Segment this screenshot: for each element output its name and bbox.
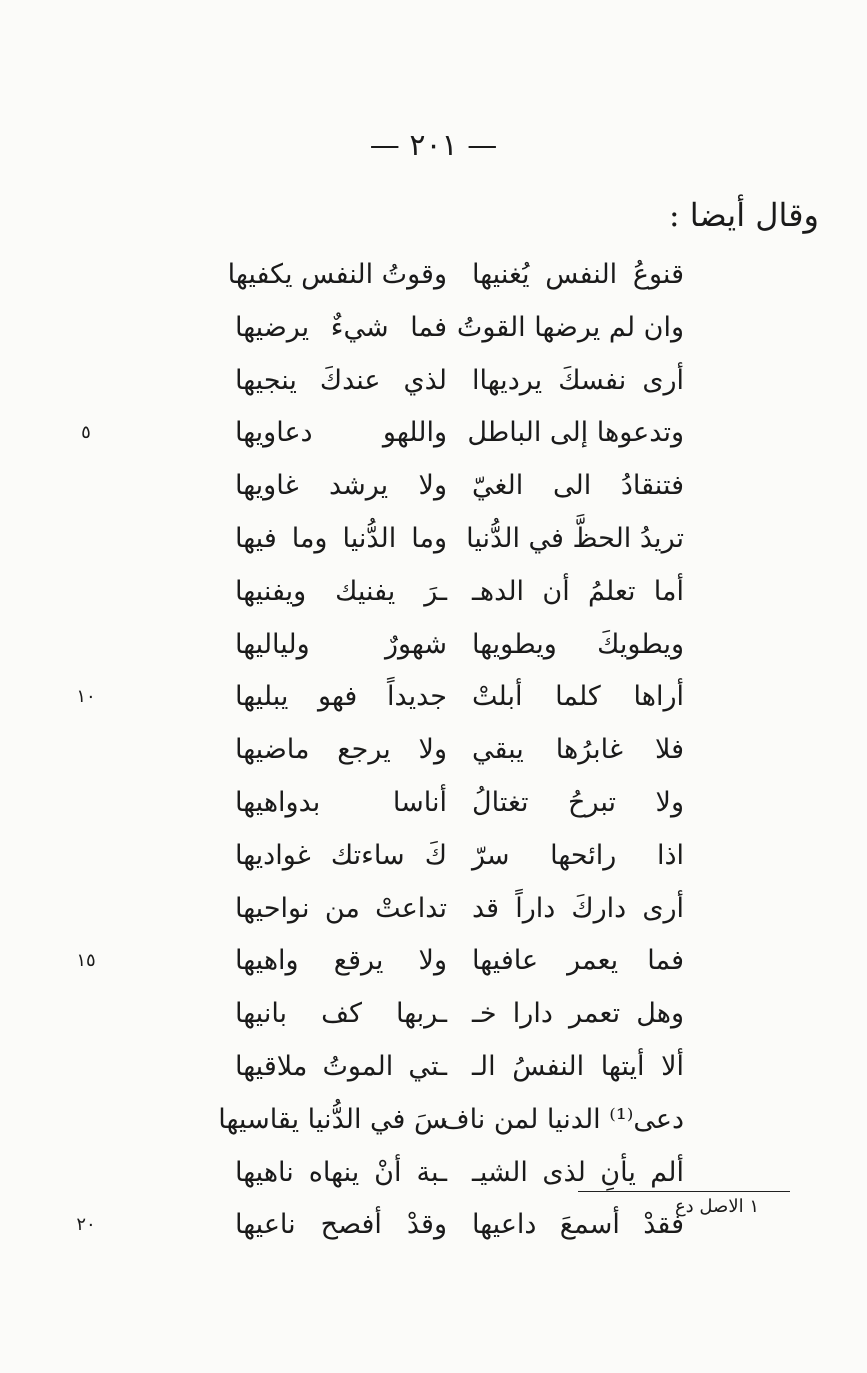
verse-second-hemistich: ـربها كف بانيها [235, 998, 447, 1030]
verse-first-hemistich: ويطويكَ ويطويها [472, 628, 684, 660]
verse-second-hemistich: ولا يرقع واهيها [235, 945, 447, 977]
verse-first-hemistich: أما تعلمُ أن الدهـ [472, 575, 684, 607]
verse [0, 303, 867, 353]
verse-first-hemistich: دعى⁽¹⁾ الدنيا لمن ناف [441, 1103, 684, 1135]
page-number: — ٢٠١ — [369, 128, 498, 163]
verse-first-hemistich: أراها كلما أبلتْ [472, 681, 684, 713]
verse-first-hemistich: وهل تعمر دارا خـ [472, 998, 684, 1030]
verse-second-hemistich: أناسا بدواهيها [235, 787, 447, 818]
verse [0, 620, 867, 670]
verse-second-hemistich: ـرَ يفنيك ويفنيها [235, 575, 447, 607]
verse-second-hemistich: جديداً فهو يبليها [235, 681, 447, 713]
verse-first-hemistich: فلا غابرُها يبقي [472, 734, 684, 766]
verse [0, 356, 867, 406]
verse-second-hemistich: كَ ساءتك غواديها [235, 839, 447, 871]
verse-second-hemistich: وقدْ أفصح ناعيها [235, 1209, 447, 1241]
verse [0, 567, 867, 617]
verse-first-hemistich: أرى داركَ داراً قد [472, 892, 684, 924]
verse-second-hemistich: ـبة أنْ ينهاه ناهيها [235, 1156, 447, 1188]
verse [0, 831, 867, 881]
verse [0, 1042, 867, 1092]
footnote: ١ الاصل دع [674, 1196, 759, 1217]
verse [0, 672, 867, 722]
verse-first-hemistich: فقدْ أسمعَ داعيها [472, 1209, 684, 1241]
verse [0, 461, 867, 511]
verse [0, 989, 867, 1039]
verse [0, 936, 867, 986]
verse-second-hemistich: وقوتُ النفس يكفيها [227, 259, 447, 290]
verse-second-hemistich: فما شيءٌ يرضيها [235, 311, 447, 343]
verse-first-hemistich: اذا رائحها سرّ [472, 839, 684, 871]
verse-first-hemistich: ألا أيتها النفسُ الـ [472, 1051, 684, 1082]
verse [0, 1095, 867, 1145]
verse-first-hemistich: قنوعُ النفس يُغنيها [472, 259, 684, 290]
line-number: ٢٠ [76, 1214, 96, 1236]
line-number: ٥ [81, 422, 91, 444]
verse-second-hemistich: وما الدُّنيا وما فيها [235, 523, 447, 554]
verse-first-hemistich: أرى نفسكَ يرديهاا [472, 364, 684, 396]
verse [0, 778, 867, 828]
verse-first-hemistich: وان لم يرضها القوتُ [456, 311, 684, 343]
verse [0, 884, 867, 934]
verse-first-hemistich: وتدعوها إلى الباطل [467, 417, 684, 449]
verse [0, 408, 867, 458]
verse-first-hemistich: فما يعمر عافيها [472, 945, 684, 977]
verse-first-hemistich: فتنقادُ الى الغيّ [472, 470, 684, 502]
verse-second-hemistich: سَ في الدُّنيا يقاسيها [218, 1103, 447, 1135]
verse-second-hemistich: ولا يرجع ماضيها [235, 734, 447, 766]
line-number: ١٥ [76, 950, 96, 972]
verse-first-hemistich: ولا تبرحُ تغتالُ [472, 787, 684, 818]
line-number: ١٠ [76, 686, 96, 708]
verse-second-hemistich: تداعتْ من نواحيها [235, 892, 447, 924]
verse-second-hemistich: واللهو دعاويها [235, 417, 447, 449]
verse [0, 725, 867, 775]
verse-second-hemistich: ولا يرشد غاويها [235, 470, 447, 502]
footnote-rule [578, 1191, 790, 1192]
verse-second-hemistich: شهورٌ ولياليها [235, 628, 447, 660]
verse-second-hemistich: ـتي الموتُ ملاقيها [235, 1051, 447, 1082]
verse [0, 514, 867, 564]
verse-first-hemistich: تريدُ الحظَّ في الدُّنيا [466, 523, 684, 554]
verse-second-hemistich: لذي عندكَ ينجيها [235, 364, 447, 396]
poem-heading: وقال أيضا : [668, 196, 819, 234]
verse-first-hemistich: ألم يأنِ لذى الشيـ [472, 1156, 684, 1188]
verse [0, 250, 867, 300]
